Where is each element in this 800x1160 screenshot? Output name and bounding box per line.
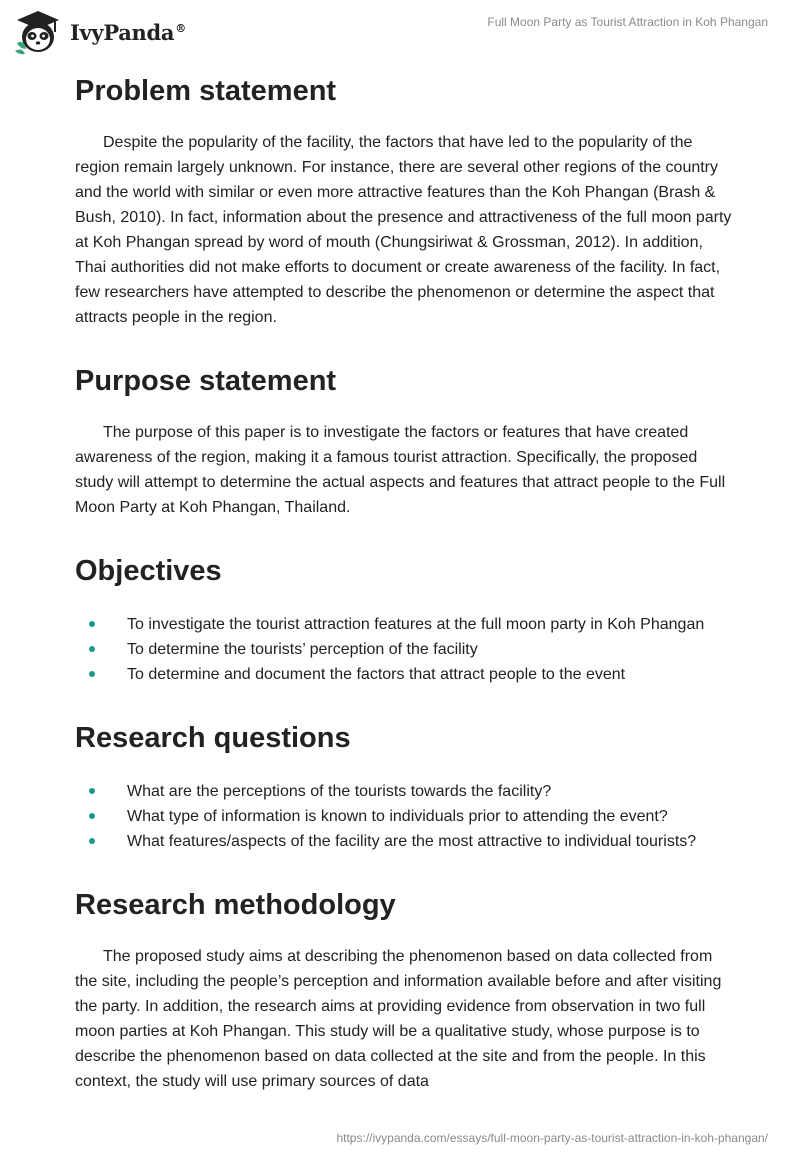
objectives-section [75,550,735,687]
running-title: Full Moon Party as Tourist Attraction in Koh Phangan [487,15,768,29]
ivypanda-logo[interactable] [14,9,186,55]
list-item-text: What are the perceptions of the tourists towards the facility? [127,783,552,800]
problem-statement-section [75,70,735,330]
bullet-dot-icon [89,788,95,794]
bullet-dot-icon [89,671,95,677]
objectives-list [75,612,735,687]
bullet-dot-icon [89,646,95,652]
list-item [75,779,735,804]
list-item [75,804,735,829]
research-questions-section [75,717,735,854]
list-item-text: To investigate the tourist attraction features at the full moon party in Koh Phangan [127,616,705,633]
research-questions-list [75,779,735,854]
list-item-text: To determine the tourists’ perception of the facility [127,641,478,658]
logo-wordmark [70,20,186,45]
list-item-text: To determine and document the factors that attract people to the event [127,666,626,683]
list-item [75,612,735,637]
panda-graduate-icon [14,9,62,55]
list-item [75,637,735,662]
purpose-statement-paragraph: The purpose of this paper is to investigate the factors or features that have created awareness of the region, making it a famous tourist attraction. Specifically, the proposed study will attempt to determine the actual aspects and features that attract people to the Full Moon Party at Koh Phangan, Thailand. [75,424,726,516]
source-url[interactable]: https://ivypanda.com/essays/full-moon-party-as-tourist-attraction-in-koh-phangan/ [336,1131,768,1145]
research-methodology-heading: Research methodology [75,889,396,921]
document-body [75,70,735,1094]
list-item-text: What type of information is known to individuals prior to attending the event? [127,808,668,825]
research-methodology-section [75,884,735,1094]
page-header [0,0,800,66]
logo-text: IvyPanda [70,19,175,45]
list-item-text: What features/aspects of the facility are the most attractive to individual tourists? [127,833,697,850]
research-questions-heading: Research questions [75,722,351,754]
logo-registered-mark: ® [175,21,186,35]
bullet-dot-icon [89,621,95,627]
purpose-statement-section [75,360,735,520]
objectives-heading: Objectives [75,555,222,587]
research-methodology-paragraph: The proposed study aims at describing the phenomenon based on data collected from the site, including the people’s perception and information available before and after visiting the party. In addition, the research aims at providing evidence from observation in two full moon parties at Koh Phangan. This study will be a qualitative study, whose purpose is to describe the phenomenon based on data collected at the site and from the people. In this context, the study will use primary sources of data [75,948,722,1090]
bullet-dot-icon [89,838,95,844]
list-item [75,829,735,854]
list-item [75,662,735,687]
purpose-statement-heading: Purpose statement [75,365,337,397]
problem-statement-paragraph: Despite the popularity of the facility, the factors that have led to the popularity of the region remain largely unknown. For instance, there are several other regions of the country and the world with similar or even more attractive features than the Koh Phangan (Brash & Bush, 2010). In fact, information about the presence and attractiveness of the full moon party at Koh Phangan spread by word of mouth (Chungsiriwat & Grossman, 2012). In addition, Thai authorities did not make efforts to document or create awareness of the facility. In fact, few researchers have attempted to describe the phenomenon or determine the aspect that attracts people in the region. [75,134,732,326]
problem-statement-heading: Problem statement [75,75,337,107]
bullet-dot-icon [89,813,95,819]
